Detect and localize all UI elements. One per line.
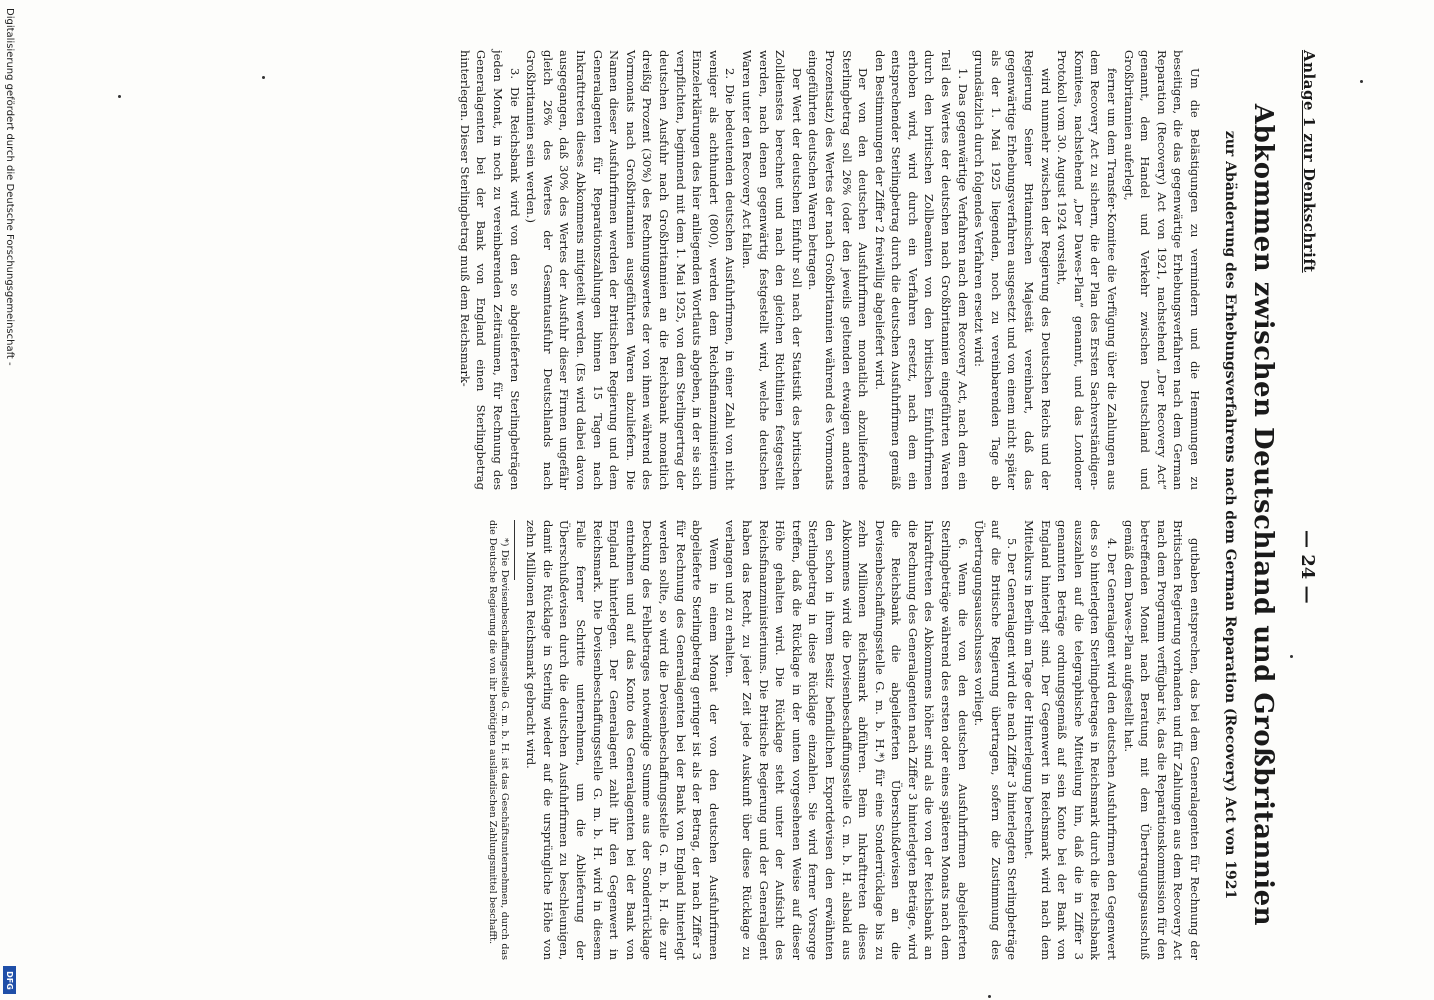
digitization-note: Digitalisierung gefördert durch die Deutsche Forschungsgemeinschaft - (4, 8, 15, 366)
scan-speck (262, 76, 265, 79)
left-column-paragraph: 3. Die Reichsbank wird von den so abgelieferten Sterlingbeträgen jeden Monat, in noch zu vereinbarenden Zeiträumen, für Rechnung des Generalagenten bei der Bank von England einen Sterlingbetrag hinterlegen. Dieser Sterlingbetrag muß dem Reichsmark- (457, 50, 522, 490)
left-column-paragraph: 2. Die bedeutenden deutschen Ausfuhrfirmen, in einer Zahl von nicht weniger als achthundert (800), werden dem Reichsfinanzministerium Einzelerklärungen des hier anliegenden Wortlauts abgeben, in der sie sich verpflichten, beginnend mit dem 1. Mai 1925, von dem Sterlingertrag der deutschen Ausfuhr nach Großbritannien an die Reichsbank monatlich dreißig Prozent (30%) des Rechnungswertes der von ihnen während des Vormonats nach Großbritannien ausgeführten Waren abzuliefern. Die Namen dieser Ausfuhrfirmen werden der Britischen Regierung und dem Generalagenten für Reparationszahlungen binnen 15 Tagen nach Inkrafttreten dieses Abkommens mitgeteilt werden. (Es wird dabei davon ausgegangen, daß 30% des Wertes der Ausfuhr dieser Firmen ungefähr gleich 26% des Wertes der Gesamtausfuhr Deutschlands nach Großbritannien sein werden.) (524, 50, 738, 490)
page-subtitle: zur Abänderung des Erhebungsverfahrens nach dem German Reparation (Recovery) Act von 1921 (1222, 130, 1238, 900)
right-column-paragraph: Wenn in einem Monat der von den deutschen Ausfuhrfirmen abgelieferte Sterlingbetrag geringer ist als der Betrag, der nach Ziffer 3 für Rechnung des Generalagenten bei der Bank von England hinterlegt werden sollte, so wird die Devisenbeschaffungsstelle G. m. b. H. die zur Deckung des Fehlbetrages notwendige Summe aus der Sonderrücklage entnehmen und auf das Konto des Generalagenten bei der Bank von England hinterlegen. Der Generalagent zahlt ihr den Gegenwert in Reichsmark. Die Devisenbeschaffungsstelle G. m. b. H. wird in diesem Falle ferner Schritte unternehmen, um die Ablieferung der Überschußdevisen durch die deutschen Ausfuhrfirmen zu beschleunigen, damit die Rücklage in Sterling wieder auf die ursprüngliche Höhe von zehn Millionen Reichsmark gebracht wird. (524, 520, 721, 960)
scan-speck (1290, 655, 1293, 658)
digitization-margin (0, 0, 18, 1000)
left-column-paragraph: ferner um dem Transfer-Komitee die Verfügung über die Zahlungen aus dem Recovery Act zu sichern, die der Plan des Ersten Sachverständigen-Komitees, nachstehend „Der Dawes-Plan“ genannt, und das Londoner Protokoll vom 30. August 1924 vorsieht, (1055, 50, 1120, 490)
right-column-paragraph: 4. Der Generalagent wird den deutschen Ausfuhrfirmen den Gegenwert des so hinterlegten Sterlingbetrages in Reichsmark durch die Reichsbank auszahlen auf die telegraphische Mitteilung hin, daß die in Ziffer 3 genannten Beträge ordnungsgemäß auf sein Konto bei der Bank von England hinterlegt sind. Der Gegenwert in Reichsmark wird nach dem Mittelkurs in Berlin am Tage der Hinterlegung berechnet. (1022, 520, 1120, 960)
dfg-logo: DFG (3, 966, 16, 994)
left-column-paragraph: 1. Das gegenwärtige Verfahren nach dem Recovery Act, nach dem ein Teil des Wertes der deutschen nach Großbritannien eingeführten Waren durch den britischen Zollbeamten von den britischen Einfuhrfirmen erhoben wird, wird durch ein Verfahren ersetzt, nach dem ein entsprechender Sterlingbetrag durch die deutschen Ausfuhrfirmen gemäß den Bestimmungen der Ziffer 2 freiwillig abgeliefert wird. (872, 50, 970, 490)
scan-speck (1360, 80, 1363, 83)
scan-speck (988, 995, 991, 998)
left-column-paragraph: wird nunmehr zwischen der Regierung des Deutschen Reichs und der Regierung Seiner Britannischen Majestät vereinbart, daß das gegenwärtige Erhebungsverfahren ausgesetzt und von einem nicht später als der 1. Mai 1925 liegenden, noch zu vereinbarenden Tage ab grundsätzlich durch folgendes Verfahren ersetzt wird: (972, 50, 1053, 490)
scan-speck (118, 95, 121, 98)
document-page (108, 50, 1318, 980)
left-column-paragraph: Um die Belästigungen zu vermindern und die Hemmungen zu beseitigen, die das gegenwärtige Erhebungsverfahren nach dem German Reparation (Recovery) Act von 1921, nachstehend „Der Recovery Act“ genannt, dem Handel und Verkehr zwischen Deutschland und Großbritannien auferlegt, (1121, 50, 1202, 490)
footnote-divider (514, 520, 515, 580)
page-title: Abkommen zwischen Deutschland und Großbritannien (1248, 103, 1278, 927)
anlage-header: Anlage 1 zur Denkschrift (1300, 50, 1318, 273)
right-column-paragraph: gutbaben entsprechen, das bei dem Generalagenten für Rechnung der Britischen Regierung vorhanden und für Zahlungen aus dem Recovery Act nach dem Programm verfügbar ist, das die Reparationskommission für den betreffenden Monat nach Beratung mit dem Übertragungsausschuß gemäß dem Dawes-Plan aufgestellt hat. (1121, 520, 1202, 960)
left-column-paragraph: Der Wert der deutschen Einfuhr soll nach der Statistik des britischen Zolldienstes berechnet und nach den gleichen Richtlinien festgestellt werden, nach denen gegenwärtig festgestellt wird, welche deutschen Waren unter den Recovery Act fallen. (739, 50, 804, 490)
right-column-paragraph: 6. Wenn die von den deutschen Ausfuhrfirmen abgelieferten Sterlingbeträge während des ersten oder eines späteren Monats nach dem Inkrafttreten des Abkommens höher sind als die von der Reichsbank an die Rechnung des Generalagenten nach Ziffer 3 hinterlegten Beträge, wird die Reichsbank die abgelieferten Überschußdevisen an die Devisenbeschaffungsstelle G. m. b. H.*) für eine Sonderrücklage bis zu zehn Millionen Reichsmark abführen. Beim Inkrafttreten dieses Abkommens wird die Devisenbeschaffungsstelle G. m. b. H. alsbald aus den schon in ihrem Besitz befindlichen Exportdevisen den erwähnten Sterlingbetrag in diese Rücklage einzahlen. Sie wird ferner Vorsorge treffen, daß die Rücklage in der unten vorgesehenen Weise auf dieser Höhe gehalten wird. Die Rücklage steht unter der Aufsicht des Reichsfinanzministeriums. Die Britische Regierung und der Generalagent haben das Recht, zu jeder Zeit jede Auskunft über diese Rücklage zu verlangen und zu erhalten. (723, 520, 970, 960)
right-column-paragraph: 5. Der Generalagent wird die nach Ziffer 3 hinterlegten Sterlingbeträge auf die Britische Regierung übertragen, sofern die Zustimmung des Übertragungsausschusses vorliegt. (972, 520, 1020, 960)
left-column-paragraph: Der von den deutschen Ausfuhrfirmen monatlich abzuliefernde Sterlingbetrag soll 26% (oder den jeweils geltenden etwaigen anderen Prozentsatz) des Wertes der nach Großbritannien während des Vormonats eingeführten deutschen Waren betragen. (806, 50, 871, 490)
right-column (486, 520, 1203, 960)
footnote: *) Die Devisenbeschaffungsstelle G. m. b. H. ist das Geschäftsunternehmen, durch das die Deutsche Regierung die von ihr benötigten ausländischen Zahlungsmittel beschafft. (486, 520, 510, 960)
page-number: — 24 — (1297, 530, 1318, 604)
left-column (456, 50, 1203, 490)
